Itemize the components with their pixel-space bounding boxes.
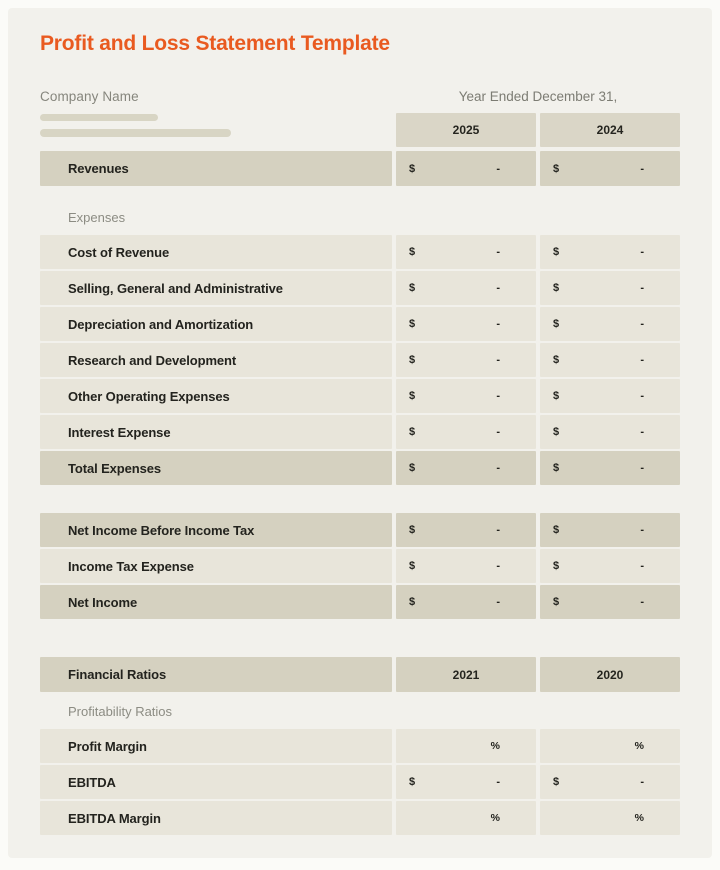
currency-symbol: $	[409, 390, 416, 402]
empty-value: -	[640, 560, 644, 572]
year-header-row	[40, 113, 680, 147]
company-name-placeholder-bar[interactable]	[40, 114, 158, 121]
empty-value: -	[640, 596, 644, 608]
empty-value: -	[640, 162, 644, 175]
ratio-year-column-2021[interactable]: 2021	[396, 657, 536, 692]
currency-symbol: $	[553, 462, 560, 474]
empty-value: -	[640, 390, 644, 402]
currency-symbol: $	[409, 246, 416, 258]
empty-value: -	[496, 246, 500, 258]
year-ended-label: Year Ended December 31,	[458, 89, 618, 104]
row-label: Interest Expense	[40, 415, 392, 449]
currency-symbol: $	[553, 390, 560, 402]
empty-value: -	[496, 560, 500, 572]
empty-value: -	[496, 162, 500, 175]
depreciation-value-2025[interactable]	[396, 307, 536, 341]
row-ebitda-margin	[40, 801, 680, 835]
profitability-rows	[40, 729, 680, 835]
row-depreciation	[40, 307, 680, 341]
empty-value: -	[640, 282, 644, 294]
empty-value: -	[496, 354, 500, 366]
row-label: Profit Margin	[40, 729, 392, 763]
row-total-expenses	[40, 451, 680, 485]
currency-symbol: $	[553, 596, 560, 608]
row-interest-expense	[40, 415, 680, 449]
page-title: Profit and Loss Statement Template	[40, 32, 390, 55]
net-income-before-tax-value-2024[interactable]	[540, 513, 680, 547]
row-revenues	[40, 151, 680, 186]
revenues-value-2024[interactable]	[540, 151, 680, 186]
currency-symbol: $	[409, 282, 416, 294]
row-other-operating	[40, 379, 680, 413]
empty-value: -	[496, 462, 500, 474]
empty-value: -	[640, 462, 644, 474]
row-income-tax-expense	[40, 549, 680, 583]
ratio-year-column-2020[interactable]: 2020	[540, 657, 680, 692]
currency-symbol: $	[553, 560, 560, 572]
empty-value: -	[496, 426, 500, 438]
row-label: Revenues	[40, 151, 392, 186]
currency-symbol: $	[409, 596, 416, 608]
profitability-section-label: Profitability Ratios	[68, 704, 173, 719]
company-name-label: Company Name	[40, 89, 139, 104]
row-label: Selling, General and Administrative	[40, 271, 392, 305]
ebitda-margin-value-2021[interactable]	[396, 801, 536, 835]
cost-of-revenue-value-2025[interactable]	[396, 235, 536, 269]
currency-symbol: $	[553, 318, 560, 330]
row-label: Net Income	[40, 585, 392, 619]
row-label: Research and Development	[40, 343, 392, 377]
row-rnd	[40, 343, 680, 377]
currency-symbol: $	[409, 462, 416, 474]
ebitda-value-2021[interactable]	[396, 765, 536, 799]
row-label: Net Income Before Income Tax	[40, 513, 392, 547]
company-name-entry[interactable]	[40, 113, 392, 147]
currency-symbol: $	[409, 776, 416, 788]
other-operating-value-2025[interactable]	[396, 379, 536, 413]
expenses-section-label: Expenses	[68, 210, 126, 225]
empty-value: -	[640, 524, 644, 536]
net-income-before-tax-value-2025[interactable]	[396, 513, 536, 547]
other-operating-value-2024[interactable]	[540, 379, 680, 413]
empty-value: -	[496, 282, 500, 294]
profit-margin-value-2020[interactable]	[540, 729, 680, 763]
currency-symbol: $	[553, 354, 560, 366]
row-sga	[40, 271, 680, 305]
expenses-rows	[40, 235, 680, 485]
rnd-value-2024[interactable]	[540, 343, 680, 377]
row-label: Depreciation and Amortization	[40, 307, 392, 341]
empty-value: -	[496, 776, 500, 788]
net-income-value-2025[interactable]	[396, 585, 536, 619]
percent-symbol: %	[490, 812, 500, 824]
row-profit-margin	[40, 729, 680, 763]
profit-margin-value-2021[interactable]	[396, 729, 536, 763]
currency-symbol: $	[409, 426, 416, 438]
depreciation-value-2024[interactable]	[540, 307, 680, 341]
row-label: Other Operating Expenses	[40, 379, 392, 413]
ebitda-margin-value-2020[interactable]	[540, 801, 680, 835]
empty-value: -	[496, 390, 500, 402]
ebitda-value-2020[interactable]	[540, 765, 680, 799]
empty-value: -	[640, 776, 644, 788]
total-expenses-value-2025[interactable]	[396, 451, 536, 485]
currency-symbol: $	[409, 524, 416, 536]
currency-symbol: $	[409, 162, 416, 175]
statement-page	[8, 8, 712, 858]
row-label: Cost of Revenue	[40, 235, 392, 269]
income-tax-value-2025[interactable]	[396, 549, 536, 583]
company-name-placeholder-bar[interactable]	[40, 129, 231, 137]
percent-symbol: %	[634, 740, 644, 752]
empty-value: -	[640, 246, 644, 258]
currency-symbol: $	[553, 162, 560, 175]
currency-symbol: $	[553, 776, 560, 788]
currency-symbol: $	[553, 282, 560, 294]
empty-value: -	[640, 426, 644, 438]
sga-value-2025[interactable]	[396, 271, 536, 305]
interest-value-2024[interactable]	[540, 415, 680, 449]
row-net-income	[40, 585, 680, 619]
currency-symbol: $	[553, 426, 560, 438]
row-cost-of-revenue	[40, 235, 680, 269]
row-label: Financial Ratios	[40, 657, 392, 692]
empty-value: -	[640, 318, 644, 330]
row-label: Total Expenses	[40, 451, 392, 485]
rnd-value-2025[interactable]	[396, 343, 536, 377]
row-net-income-before-tax	[40, 513, 680, 547]
revenues-value-2025[interactable]	[396, 151, 536, 186]
row-label: Income Tax Expense	[40, 549, 392, 583]
income-tax-value-2024[interactable]	[540, 549, 680, 583]
currency-symbol: $	[409, 560, 416, 572]
empty-value: -	[496, 596, 500, 608]
year-column-2025[interactable]: 2025	[396, 113, 536, 147]
cost-of-revenue-value-2024[interactable]	[540, 235, 680, 269]
row-label: EBITDA	[40, 765, 392, 799]
currency-symbol: $	[409, 354, 416, 366]
row-label: EBITDA Margin	[40, 801, 392, 835]
row-financial-ratios-header	[40, 657, 680, 692]
percent-symbol: %	[490, 740, 500, 752]
currency-symbol: $	[409, 318, 416, 330]
header-row	[40, 89, 680, 104]
empty-value: -	[496, 524, 500, 536]
interest-value-2025[interactable]	[396, 415, 536, 449]
year-column-2024[interactable]: 2024	[540, 113, 680, 147]
empty-value: -	[640, 354, 644, 366]
empty-value: -	[496, 318, 500, 330]
currency-symbol: $	[553, 246, 560, 258]
currency-symbol: $	[553, 524, 560, 536]
total-expenses-value-2024[interactable]	[540, 451, 680, 485]
sga-value-2024[interactable]	[540, 271, 680, 305]
net-income-rows	[40, 513, 680, 619]
percent-symbol: %	[634, 812, 644, 824]
row-ebitda	[40, 765, 680, 799]
net-income-value-2024[interactable]	[540, 585, 680, 619]
